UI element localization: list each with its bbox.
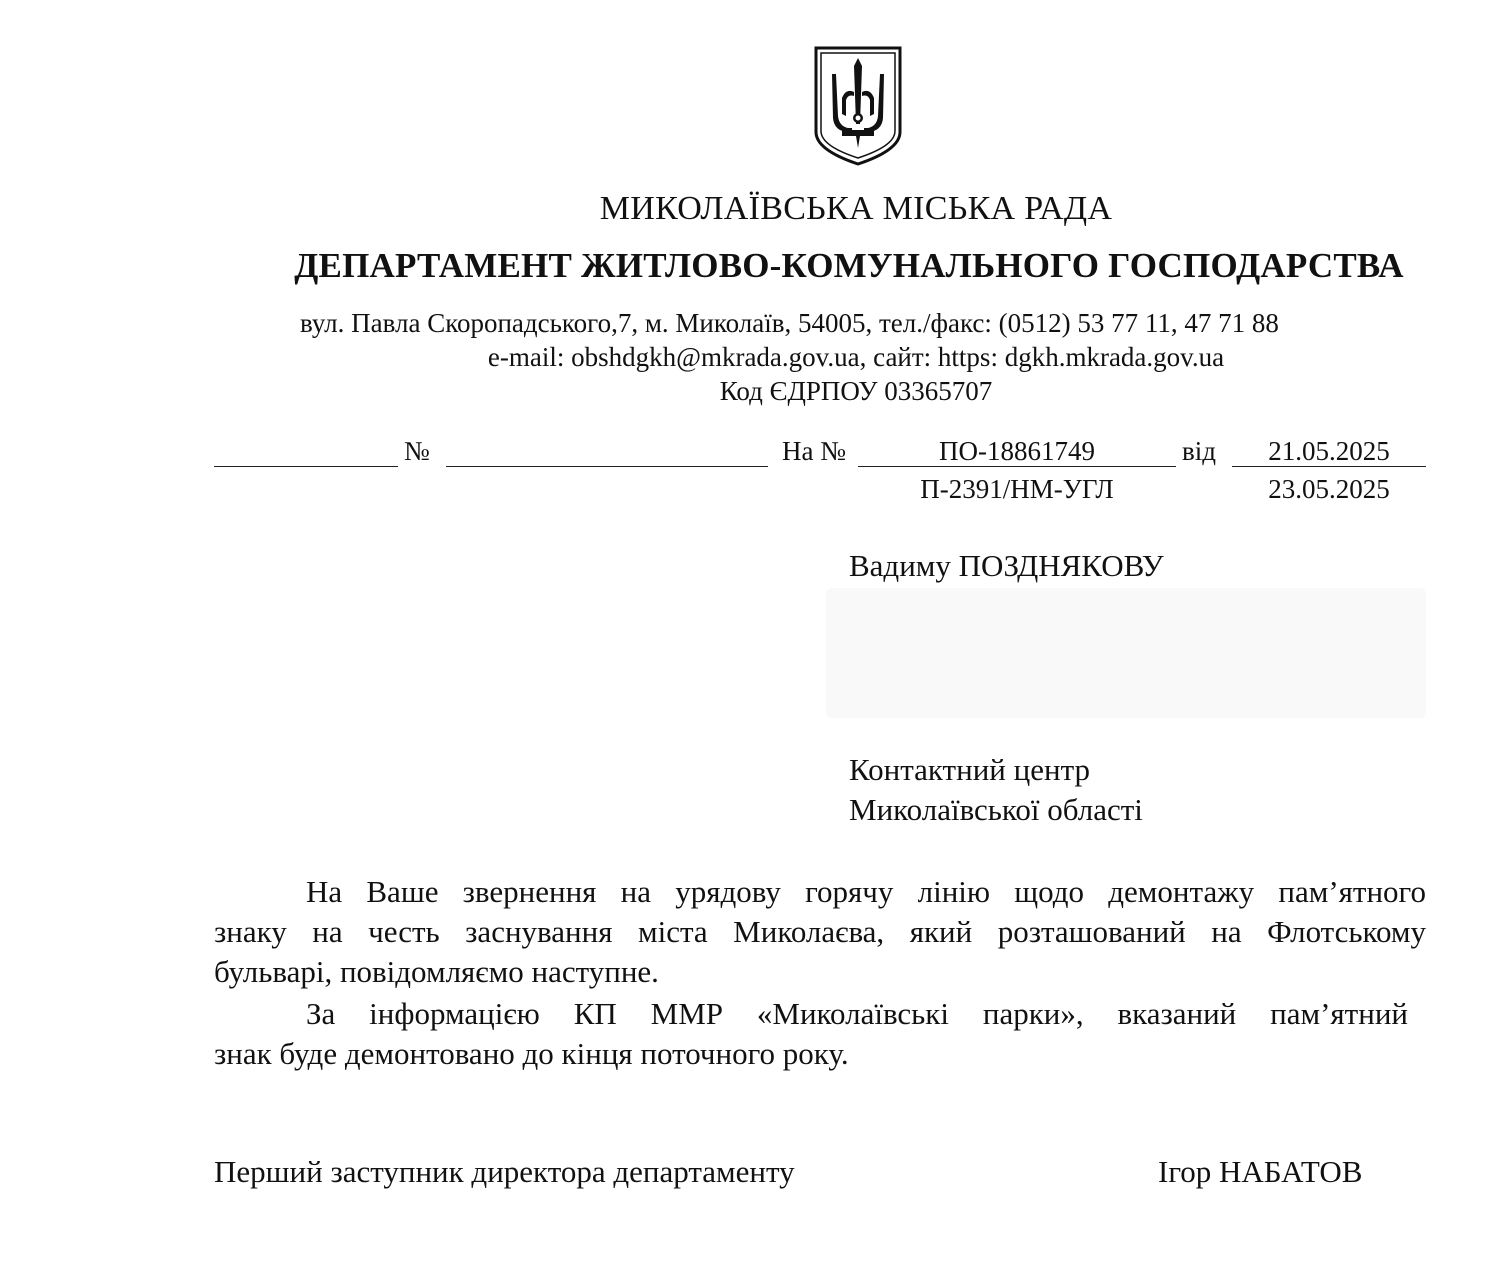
ukrainian-trident-coat-of-arms-icon	[812, 44, 904, 168]
reply-number-underline	[858, 466, 1176, 467]
outgoing-date-blank	[214, 466, 398, 467]
edrpou-code: Код ЄДРПОУ 03365707	[719, 376, 993, 406]
contacts-line: e-mail: obshdgkh@mkrada.gov.ua, сайт: https: dgkh.mkrada.gov.ua	[487, 342, 1225, 372]
outgoing-number-blank	[446, 466, 768, 467]
addressee-org-line-2: Миколаївської області	[849, 792, 1143, 827]
addressee-name: Вадиму ПОЗДНЯКОВУ	[849, 548, 1164, 583]
body-line: За інформацією КП ММР «Миколаївські парки», вказаний пам’ятний	[306, 996, 1408, 1031]
signatory-position: Перший заступник директора департаменту	[214, 1154, 795, 1189]
reply-number-2: П-2391/НМ-УГЛ	[920, 474, 1114, 504]
reply-date-underline	[1232, 466, 1426, 467]
redacted-area	[826, 588, 1426, 718]
reply-date-2: 23.05.2025	[1268, 474, 1390, 504]
reply-number-1: ПО-18861749	[939, 436, 1095, 466]
department-title: ДЕПАРТАМЕНТ ЖИТЛОВО-КОМУНАЛЬНОГО ГОСПОДАРСТВА	[294, 246, 1404, 285]
reply-date-1: 21.05.2025	[1268, 436, 1390, 466]
signatory-name: Ігор НАБАТОВ	[1158, 1154, 1363, 1189]
body-paragraph-1	[214, 872, 1426, 992]
body-line: знак буде демонтовано до кінця поточного року.	[214, 1036, 849, 1071]
body-line: бульварі, повідомляємо наступне.	[214, 954, 659, 989]
from-label: від	[1182, 436, 1216, 466]
organization-title: МИКОЛАЇВСЬКА МІСЬКА РАДА	[599, 190, 1113, 227]
body-line: На Ваше звернення на урядову горячу лінію щодо демонтажу пам’ятного	[306, 874, 1426, 909]
body-line: знаку на честь заснування міста Миколаєва, який розташований на Флотському	[214, 914, 1426, 949]
number-sign: №	[404, 436, 430, 466]
addressee-org-line-1: Контактний центр	[849, 752, 1090, 787]
body-paragraph-2	[214, 994, 1408, 1074]
address-line: вул. Павла Скоропадського,7, м. Миколаїв, 54005, тел./факс: (0512) 53 77 11, 47 71 88	[300, 308, 1279, 338]
reply-to-label: На №	[782, 436, 846, 466]
